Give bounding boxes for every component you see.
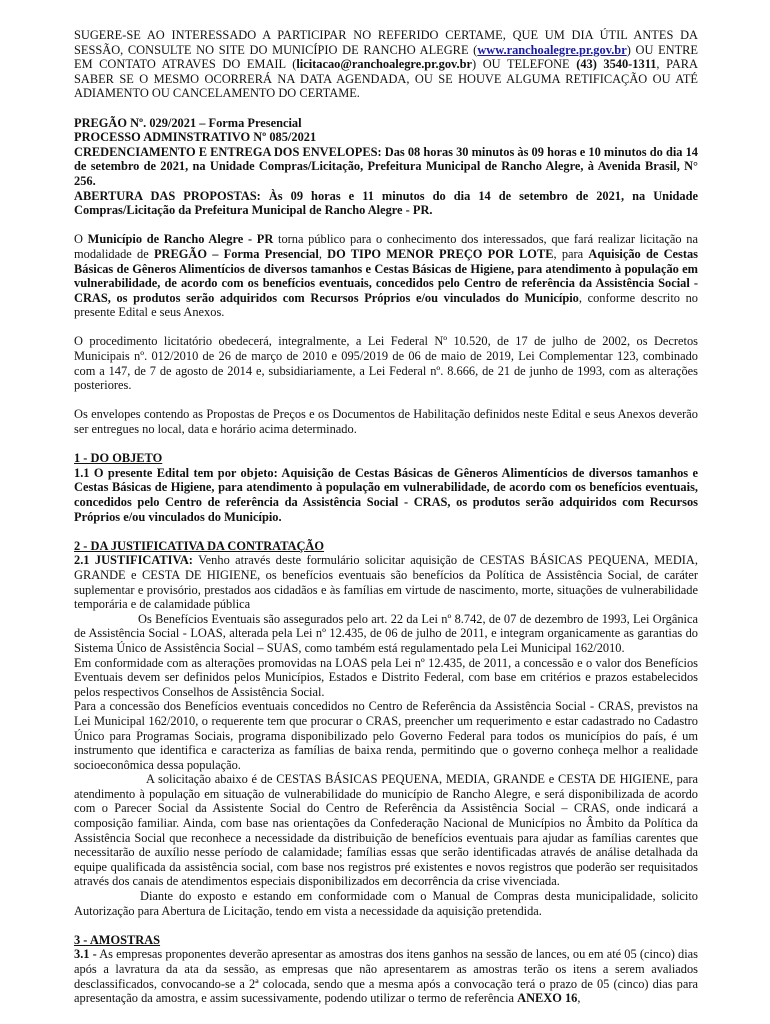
- section-2-justificativa: 2.1 JUSTIFICATIVA: Venho através deste formulário solicitar aquisição de CESTAS BÁSICAS PEQUENA, MEDIA, GRANDE e CESTA DE HIGIENE, os benefícios eventuais são benefícios da Política de Assistência Social, de caráter suplementar e provisório, prestados aos cidadãos e às famílias em virtude de nascimento, morte, situações de vulnerabilidade temporária e de calamidade pública: [74, 553, 698, 612]
- intro-notice: SUGERE-SE AO INTERESSADO A PARTICIPAR NO REFERIDO CERTAME, QUE UM DIA ÚTIL ANTES DA SESSÃO, CONSULTE NO SITE DO MUNICÍPIO DE RANCHO ALEGRE (www.ranchoalegre.pr.gov.br) OU ENTRE EM CONTATO ATRAVES DO EMAIL (licitacao@ranchoalegre.pr.gov.br) OU TELEFONE (43) 3540-1311, PARA SABER SE O MESMO OCORRERÁ NA DATA AGENDADA, OU SE HOUVE ALGUMA RETIFICAÇÃO OU ATÉ ADIAMENTO OU CANCELAMENTO DO CERTAME.: [74, 28, 699, 101]
- pregao-number: PREGÃO Nº. 029/2021 – Forma Presencial: [74, 115, 302, 130]
- section-2-paragraph-3: Em conformidade com as alterações promovidas na LOAS pela Lei nº 12.435, de 2011, a concessão e o valor dos Benefícios Eventuais devem ser definidos pelos Municípios, Estados e Distrito Federal, com base em critérios e prazos estabelecidos pelos respectivos Conselhos de Assistência Social.: [74, 655, 698, 699]
- section-2-paragraph-2: Os Benefícios Eventuais são assegurados pelo art. 22 da Lei nº 8.742, de 07 de dezembro de 1993, Lei Orgânica de Assistência Social - LOAS, alterada pela Lei nº 12.435, de 06 de julho de 2011, e integram organicamente as garantias do Sistema Único de Assistência Social – SUAS, como também está regulamentado pela Lei Municipal 162/2010.: [74, 611, 698, 655]
- section-3-text: 3.1 - As empresas proponentes deverão apresentar as amostras dos itens ganhos na sessão de lances, ou em até 05 (cinco) dias após a lavratura da ata da sessão, as empresas que não apresentarem as amostras terão os itens a serem avaliados desclassificados, convocando-se a 2ª colocada, sendo que a mesma após a convocação terá o prazo de 05 (cinco) dias para apresentação da amostra, e assim sucessivamente, podendo utilizar o termo de referência ANEXO 16,: [74, 947, 698, 1006]
- section-2-paragraph-4: Para a concessão dos Benefícios eventuais concedidos no Centro de Referência da Assistência Social - CRAS, previstos na Lei Municipal 162/2010, o requerente tem que procurar o CRAS, preencher um requerimento e estar cadastrado no Cadastro Único para Programas Sociais, programa disponibilizado pelo Governo Federal para todos os municípios do país, é um instrumento que identifica e caracteriza as famílias de baixa renda, permitindo que o governo conheça melhor a realidade socioeconômica dessa população.: [74, 699, 698, 772]
- section-2-title: 2 - DA JUSTIFICATIVA DA CONTRATAÇÃO: [74, 538, 325, 553]
- section-3-title: 3 - AMOSTRAS: [74, 932, 161, 947]
- envelopes-paragraph: Os envelopes contendo as Propostas de Preços e os Documentos de Habilitação definidos neste Edital e seus Anexos deverão ser entregues no local, data e horário acima determinado.: [74, 407, 698, 437]
- contact-phone: (43) 3540-1311: [576, 57, 657, 72]
- section-2-paragraph-5: A solicitação abaixo é de CESTAS BÁSICAS PEQUENA, MEDIA, GRANDE e CESTA DE HIGIENE, para atendimento à população em situação de vulnerabilidade do município de Rancho Alegre, e será disponibilizada de acordo com o Parecer Social da Assistente Social do Centro de Referência da Assistência Social – CRAS, onde indicará a composição familiar. Ainda, com base nas orientações da Confederação Nacional de Municípios no Âmbito da Política da Assistência Social que reconhece a necessidade da distribuição de benefícios eventuais para ajudar as famílias carentes que necessitarão de auxílio nesse período de calamidade; famílias essas que serão identificadas através de análise detalhada da equipe qualificada da assistência social, com base nos registros pré existentes e novos registros que poderão ser requisitados através dos canais de atendimentos especiais disponibilizados em decorrência da crise vivenciada.: [74, 772, 698, 889]
- credenciamento-info: CREDENCIAMENTO E ENTREGA DOS ENVELOPES: Das 08 horas 30 minutos às 09 horas e 10 minutos do dia 14 de setembro de 2021, na Unidade Compras/Licitação, Prefeitura Municipal de Rancho Alegre, à Avenida Brasil, N° 256.: [74, 144, 698, 188]
- contact-email: licitacao@ranchoalegre.pr.gov.br: [296, 57, 473, 72]
- processo-number: PROCESSO ADMINSTRATIVO Nº 085/2021: [74, 130, 317, 145]
- municipality-website-link[interactable]: www.ranchoalegre.pr.gov.br: [477, 42, 627, 57]
- preamble-paragraph: O Município de Rancho Alegre - PR torna público para o conhecimento dos interessados, que fará realizar licitação na modalidade de PREGÃO – Forma Presencial, DO TIPO MENOR PREÇO POR LOTE, para Aquisição de Cestas Básicas de Gêneros Alimentícios de diversos tamanhos e Cestas Básicas de Higiene, para atendimento à população em vulnerabilidade, de acordo com os benefícios eventuais, concedidos pelo Centro de referência da Assistência Social - CRAS, os produtos serão adquiridos com Recursos Próprios e/ou vinculados do Município, conforme descrito no presente Edital e seus Anexos.: [74, 232, 699, 320]
- section-2-paragraph-6: Diante do exposto e estando em conformidade com o Manual de Compras desta municipalidade, solicito Autorização para Abertura de Licitação, tendo em vista a necessidade da aquisição pretendida.: [74, 889, 698, 918]
- section-1-text: 1.1 O presente Edital tem por objeto: Aquisição de Cestas Básicas de Gêneros Alimentícios de diversos tamanhos e Cestas Básicas de Higiene, para atendimento à população em vulnerabilidade, de acordo com os benefícios eventuais, concedidos pelo Centro de referência da Assistência Social - CRAS, os produtos serão adquiridos com Recursos Próprios e/ou vinculados do Município.: [74, 465, 698, 524]
- abertura-info: ABERTURA DAS PROPOSTAS: Às 09 horas e 11 minutos do dia 14 de setembro de 2021, na Unidade Compras/Licitação da Prefeitura Municipal de Rancho Alegre - PR.: [74, 188, 698, 218]
- section-1-title: 1 - DO OBJETO: [74, 451, 163, 466]
- legal-basis-paragraph: O procedimento licitatório obedecerá, integralmente, a Lei Federal Nº 10.520, de 17 de julho de 2002, os Decretos Municipais nº. 012/2010 de 26 de março de 2010 e 095/2019 de 06 de maio de 2019, Lei Complementar 123, combinado com a 147, de 7 de agosto de 2014 e, subsidiariamente, a Lei Federal nº. 8.666, de 21 de junho de 1993, com as alterações posteriores.: [74, 334, 698, 393]
- document-page: [74, 28, 698, 1006]
